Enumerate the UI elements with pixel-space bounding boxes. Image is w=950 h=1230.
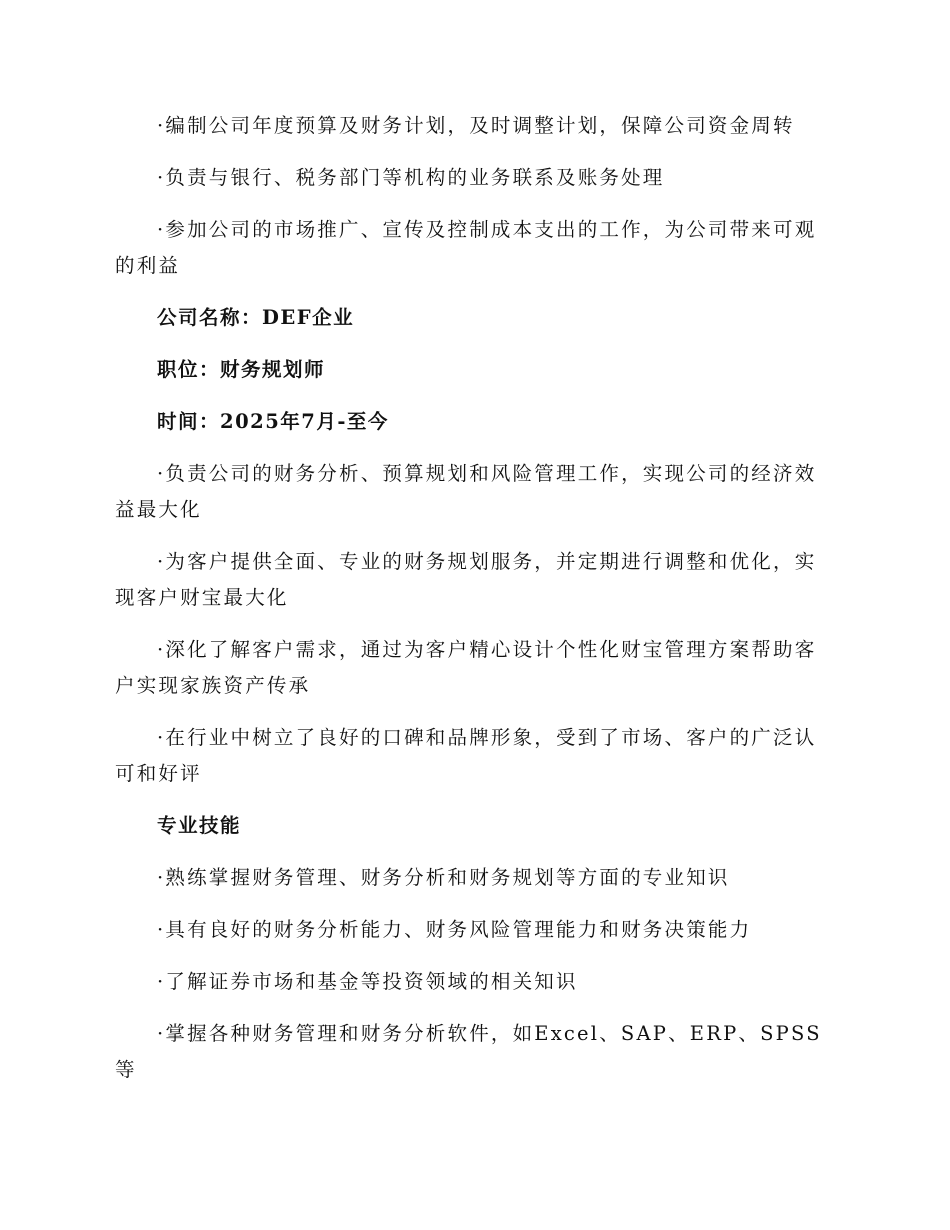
duty-bullet-analysis: ·负责公司的财务分析、预算规划和风险管理工作，实现公司的经济效益最大化 <box>115 462 817 521</box>
skills-heading: 专业技能 <box>157 814 242 837</box>
resume-page <box>115 108 823 1104</box>
skill-bullet-software: ·掌握各种财务管理和财务分析软件，如Excel、SAP、ERP、SPSS等 <box>115 1022 822 1081</box>
job-period: 时间：2025年7月-至今 <box>157 410 389 433</box>
skill-bullet-knowledge: ·熟练掌握财务管理、财务分析和财务规划等方面的专业知识 <box>157 866 730 889</box>
duty-bullet-marketing: ·参加公司的市场推广、宣传及控制成本支出的工作，为公司带来可观的利益 <box>115 218 817 277</box>
duty-bullet-budget: ·编制公司年度预算及财务计划，及时调整计划，保障公司资金周转 <box>157 114 795 137</box>
skill-bullet-investment: ·了解证券市场和基金等投资领域的相关知识 <box>157 970 578 993</box>
duty-bullet-bank-liaison: ·负责与银行、税务部门等机构的业务联系及账务处理 <box>157 166 665 189</box>
duty-bullet-wealth-inheritance: ·深化了解客户需求，通过为客户精心设计个性化财宝管理方案帮助客户实现家族资产传承 <box>115 638 817 697</box>
duty-bullet-client-planning: ·为客户提供全面、专业的财务规划服务，并定期进行调整和优化，实现客户财宝最大化 <box>115 550 817 609</box>
job-position: 职位：财务规划师 <box>157 358 326 381</box>
duty-bullet-reputation: ·在行业中树立了良好的口碑和品牌形象，受到了市场、客户的广泛认可和好评 <box>115 726 817 785</box>
skill-bullet-abilities: ·具有良好的财务分析能力、财务风险管理能力和财务决策能力 <box>157 918 752 941</box>
company-name: 公司名称：DEF企业 <box>157 306 355 329</box>
